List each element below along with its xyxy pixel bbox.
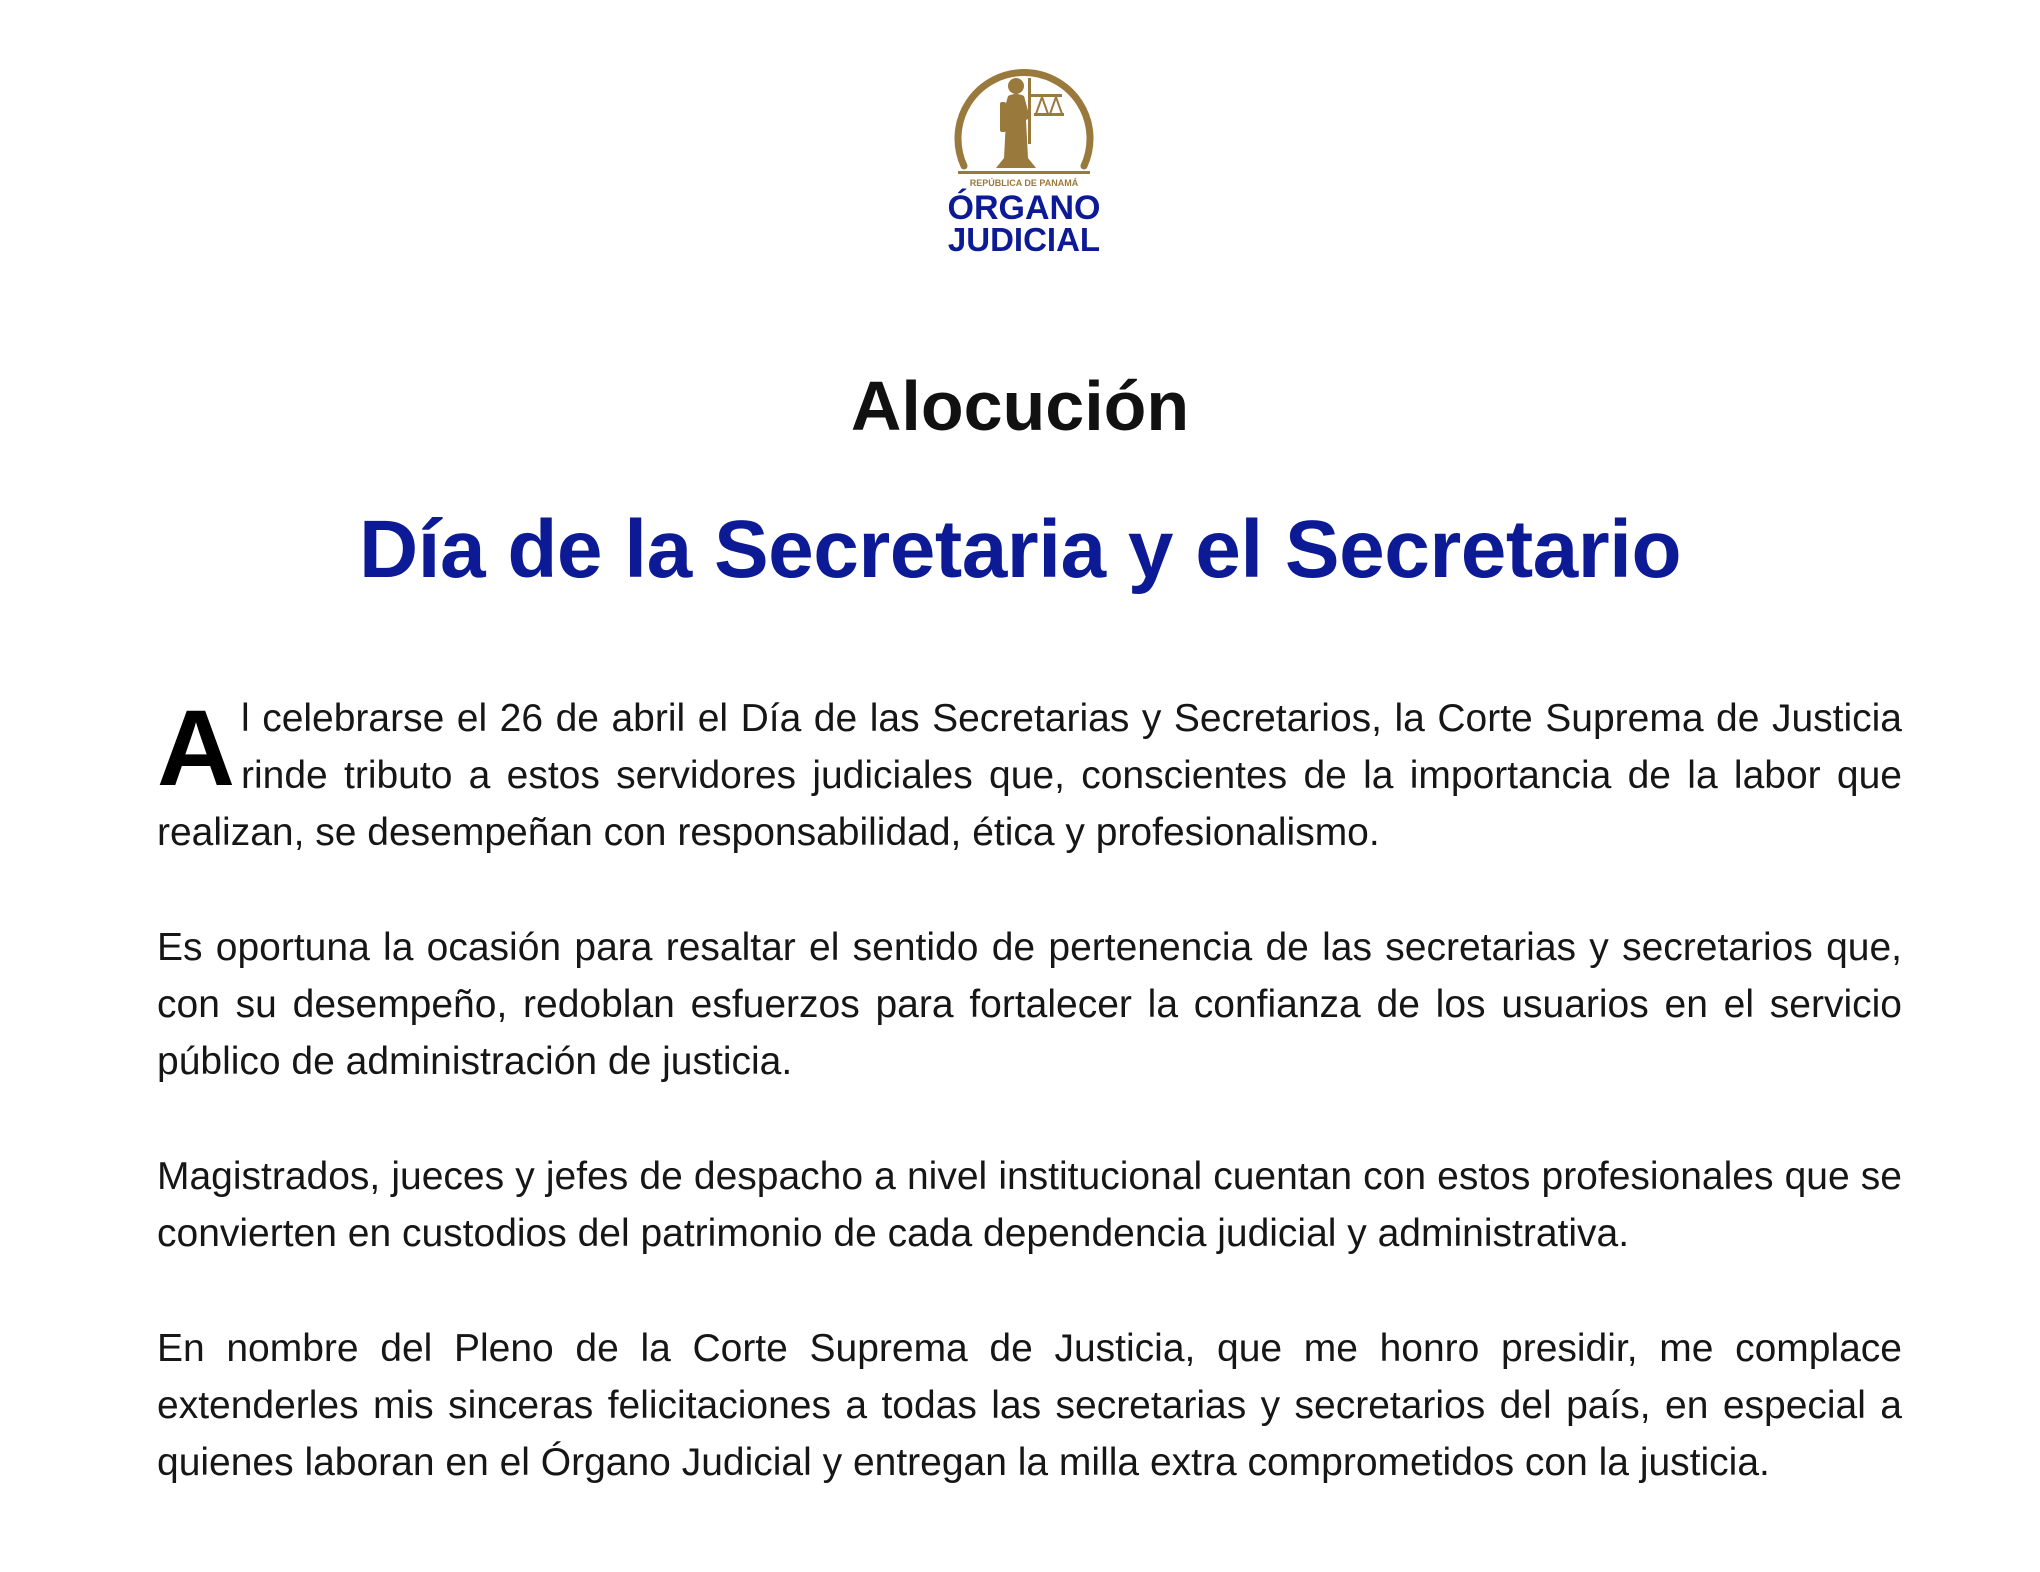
organo-judicial-logo — [944, 48, 1104, 253]
document-body — [157, 687, 1902, 1549]
logo-word-organo: ÓRGANO — [947, 189, 1101, 227]
logo-country-text: REPÚBLICA DE PANAMÁ — [969, 178, 1079, 188]
paragraph-3: Magistrados, jueces y jefes de despacho a nivel institucional cuentan con estos profesionales que se convierten en custodios del patrimonio de cada dependencia judicial y administrativa. — [157, 1155, 1902, 1255]
justice-emblem-icon — [944, 48, 1104, 253]
paragraph-1-text: l celebrarse el 26 de abril el Día de las Secretarias y Secretarios, la Corte Suprema de Justicia rinde tributo a estos servidores judiciales que, conscientes de la importancia de la labor que realizan, se desempeñan con responsabilidad, ética y profesionalismo. — [157, 697, 1902, 854]
paragraph-4: En nombre del Pleno de la Corte Suprema de Justicia, que me honro presidir, me complace extenderles mis sinceras felicitaciones a todas las secretarias y secretarios del país, en especial a quienes laboran en el Órgano Judicial y entregan la milla extra comprometidos con la justicia. — [157, 1327, 1902, 1484]
drop-cap: A — [157, 687, 235, 808]
logo-word-judicial: JUDICIAL — [947, 221, 1101, 253]
document-title: Día de la Secretaria y el Secretario — [358, 504, 1682, 595]
paragraph-1 — [157, 687, 1902, 861]
document-kicker: Alocución — [850, 367, 1190, 445]
paragraph-2: Es oportuna la ocasión para resaltar el sentido de pertenencia de las secretarias y secretarios que, con su desempeño, redoblan esfuerzos para fortalecer la confianza de los usuarios en el servicio público de administración de justicia. — [157, 926, 1902, 1083]
